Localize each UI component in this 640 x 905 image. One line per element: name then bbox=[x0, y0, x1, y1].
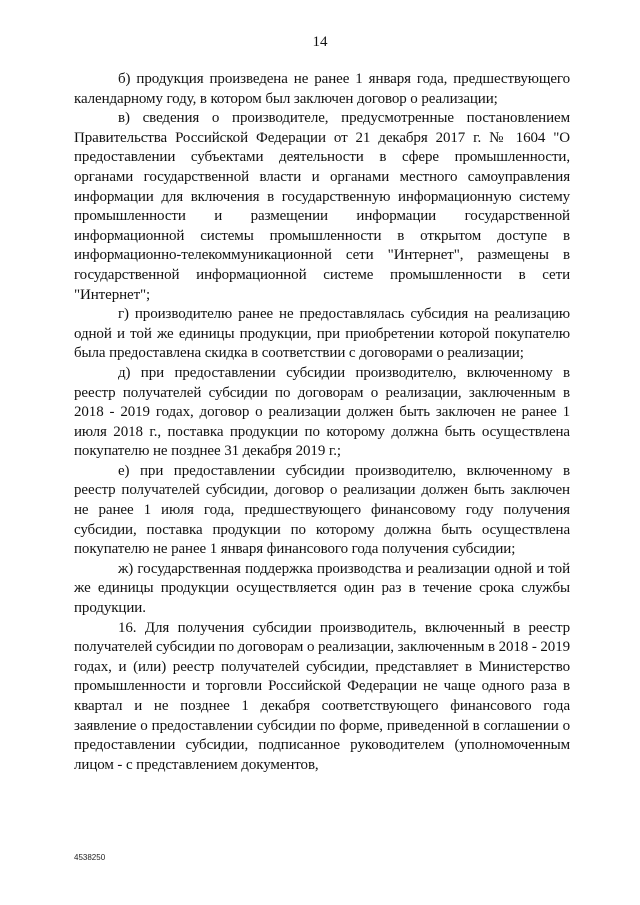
paragraph-b: б) продукция произведена не ранее 1 января года, предшествующего календарному году, в котором был заключен договор о реализации; bbox=[74, 71, 570, 107]
paragraph-16: 16. Для получения субсидии производитель, включенный в реестр получателей субсидии по договорам о реализации, заключенным в 2018 - 2019 годах, и (или) реестр получателей субсидии, представляет в Министерство промышленности и торговли Российской Федерации не чаще одного раза в квартал и не позднее 1 декабря соответствующего финансового года заявление о предоставлении субсидии по форме, приведенной в соглашении о предоставлении субсидии, подписанное руководителем (уполномоченным лицом - с представлением документов, bbox=[74, 619, 570, 773]
paragraph-d: д) при предоставлении субсидии производителю, включенному в реестр получателей субсидии по договорам о реализации, заключенным в 2018 - 2019 годах, договор о реализации должен быть заключен не ранее 1 июля 2018 г., поставка продукции по которому должна быть осуществлена покупателю не позднее 31 декабря 2019 г.; bbox=[74, 364, 570, 460]
paragraph-e: е) при предоставлении субсидии производителю, включенному в реестр получателей субсидии, договор о реализации должен быть заключен не ранее 1 июля года, предшествующего финансовому году получения субсидии, поставка продукции по которому должна быть осуществлена покупателю не ранее 1 января финансового года получения субсидии; bbox=[74, 462, 570, 558]
paragraph-v: в) сведения о производителе, предусмотренные постановлением Правительства Российской Федерации от 21 декабря 2017 г. № 1604 "О предоставлении субъектами деятельности в сфере промышленности, органами государственной власти и органами местного самоуправления информации для включения в государственную информационную систему промышленности и размещении информации государственной информационной системы промышленности в открытом доступе в информационно-телекоммуникационной сети "Интернет", размещены в государственной информационной системе промышленности в сети "Интернет"; bbox=[74, 110, 570, 303]
document-code: 4538250 bbox=[74, 853, 106, 862]
paragraph-g: г) производителю ранее не предоставлялась субсидия на реализацию одной и той же единицы продукции, при приобретении которой покупателю была предоставлена скидка в соответствии с договорами о реализации; bbox=[74, 306, 570, 362]
page-number: 14 bbox=[312, 34, 328, 50]
paragraph-zh: ж) государственная поддержка производства и реализации одной и той же единицы продукции осуществляется один раз в течение срока службы продукции. bbox=[74, 560, 570, 617]
document-body bbox=[74, 70, 570, 775]
